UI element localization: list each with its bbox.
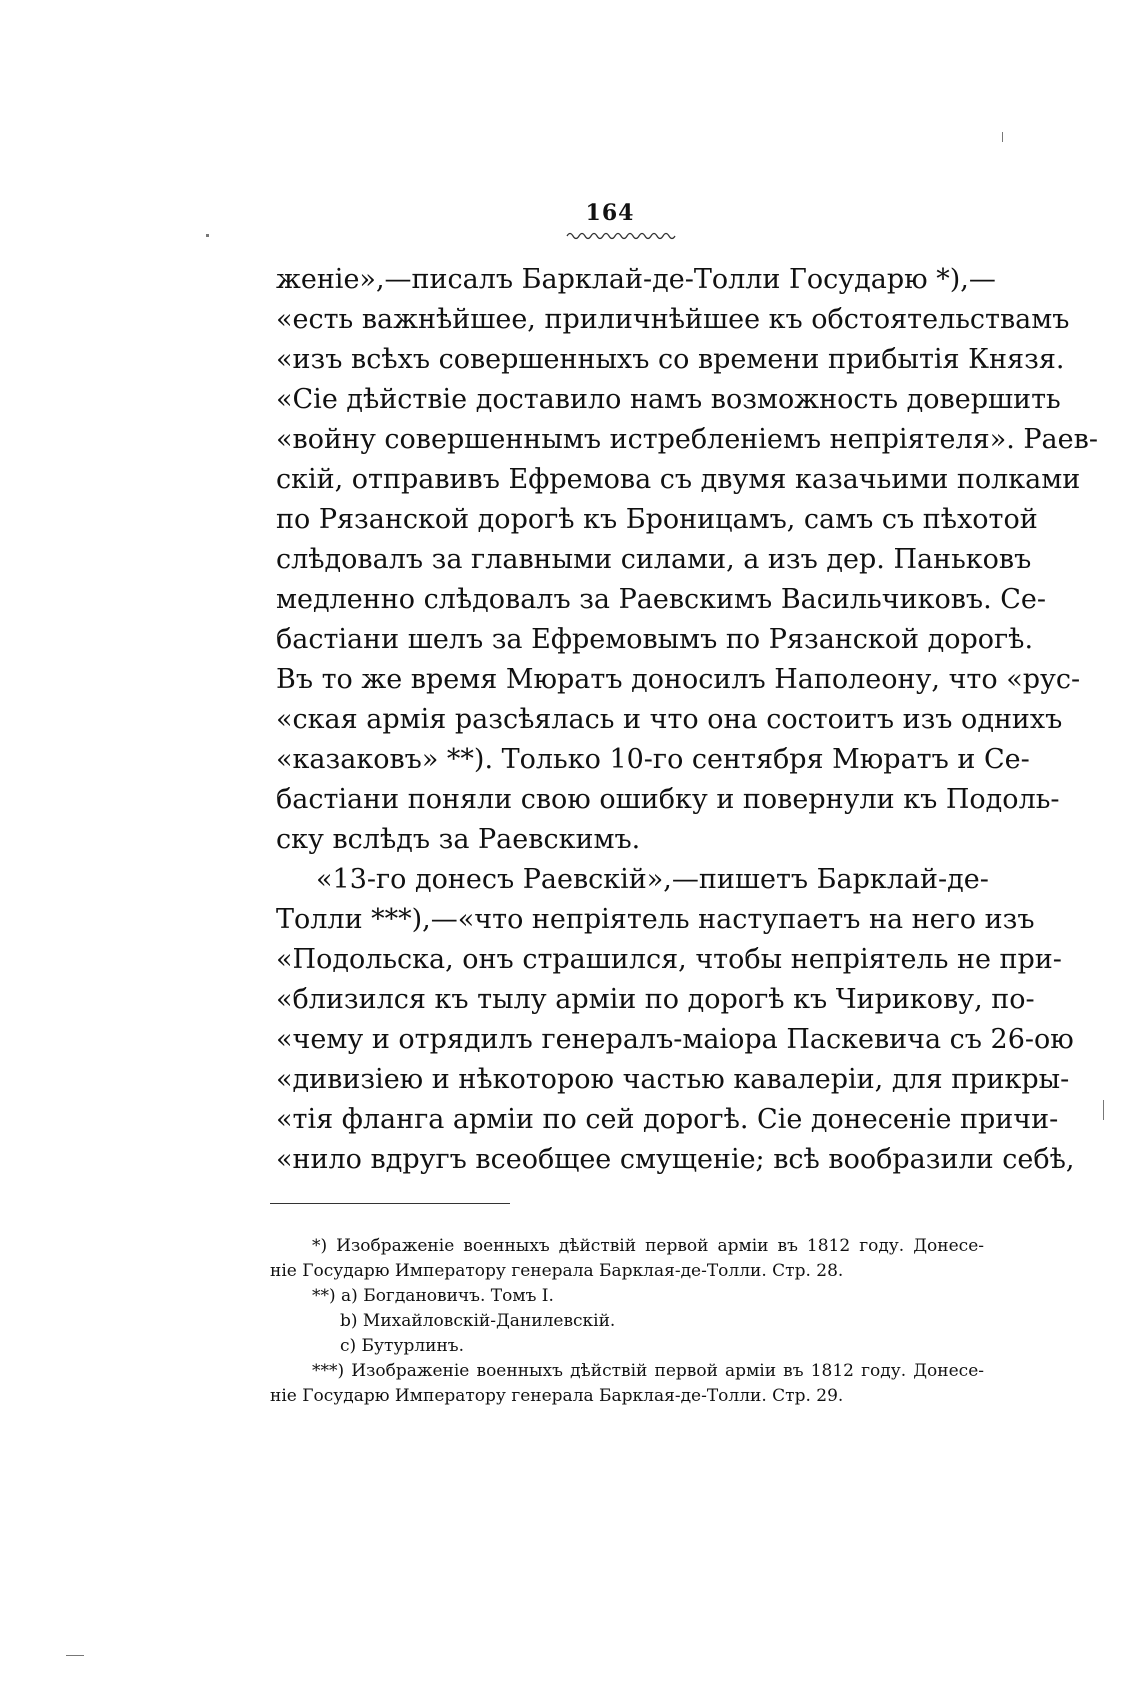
footnote-line: ніе Государю Императору генерала Барклая-де-Толли. Стр. 29. [270, 1386, 844, 1406]
page-number: 164 [585, 200, 635, 226]
footnote-line: ніе Государю Императору генерала Барклая-де-Толли. Стр. 28. [270, 1261, 844, 1281]
footnote-line: **) a) Богдановичъ. Томъ I. [312, 1286, 554, 1306]
text-line: «нило вдругъ всеобщее смущеніе; всѣ вообразили себѣ, [276, 1144, 1075, 1175]
footnote-line: c) Бутурлинъ. [340, 1336, 465, 1356]
text-line: «Подольска, онъ страшился, чтобы непріятель не при- [276, 944, 1062, 975]
text-line: «близился къ тылу арміи по дорогѣ къ Чирикову, по- [276, 984, 1035, 1015]
text-line: «13-го донесъ Раевскій»,—пишетъ Барклай-де- [316, 864, 989, 895]
text-line: по Рязанской дорогѣ къ Броницамъ, самъ съ пѣхотой [276, 504, 1038, 535]
footnote-line: *) Изображеніе военныхъ дѣйствій первой арміи въ 1812 году. Донесе- [312, 1236, 984, 1256]
page-number-ornament [565, 230, 685, 242]
footnotes [270, 1234, 984, 1409]
footnote-line: ***) Изображеніе военныхъ дѣйствій первой арміи въ 1812 году. Донесе- [312, 1361, 984, 1381]
footnote-line: b) Михайловскій-Данилевскій. [340, 1311, 616, 1331]
text-line: «изъ всѣхъ совершенныхъ со времени прибытія Князя. [276, 344, 1065, 375]
text-line: «дивизіею и нѣкоторою частью кавалеріи, для прикры- [276, 1064, 1070, 1095]
text-line: Въ то же время Мюратъ доносилъ Наполеону, что «рус- [276, 664, 1081, 695]
text-line: «чему и отрядилъ генералъ-маіора Паскевича съ 26-ою [276, 1024, 1074, 1055]
scan-mark [206, 234, 209, 237]
text-line: скій, отправивъ Ефремова съ двумя казачьими полками [276, 464, 1081, 495]
text-line: ску вслѣдъ за Раевскимъ. [276, 824, 641, 855]
text-line: «Сіе дѣйствіе доставило намъ возможность довершить [276, 384, 1061, 415]
text-line: Толли ***),—«что непріятель наступаетъ на него изъ [276, 904, 1035, 935]
text-line: бастіани поняли свою ошибку и повернули къ Подоль- [276, 784, 1060, 815]
scan-mark [66, 1655, 84, 1656]
main-text [276, 260, 1098, 1180]
text-line: «ская армія разсѣялась и что она состоитъ изъ однихъ [276, 704, 1063, 735]
text-line: «казаковъ» **). Только 10-го сентября Мюратъ и Се- [276, 744, 1030, 775]
text-line: «тія фланга арміи по сей дорогѣ. Сіе донесеніе причи- [276, 1104, 1059, 1135]
text-line: слѣдовалъ за главными силами, а изъ дер. Паньковъ [276, 544, 1032, 575]
text-line: «войну совершеннымъ истребленіемъ непріятеля». Раев- [276, 424, 1098, 455]
text-line: «есть важнѣйшее, приличнѣйшее къ обстоятельствамъ [276, 304, 1070, 335]
scan-mark [1103, 1100, 1104, 1120]
text-line: женіе»,—писалъ Барклай-де-Толли Государю *),— [276, 264, 996, 295]
text-line: медленно слѣдовалъ за Раевскимъ Васильчиковъ. Се- [276, 584, 1047, 615]
text-line: бастіани шелъ за Ефремовымъ по Рязанской дорогѣ. [276, 624, 1034, 655]
scan-mark [1002, 132, 1003, 142]
footnote-divider [270, 1203, 510, 1204]
